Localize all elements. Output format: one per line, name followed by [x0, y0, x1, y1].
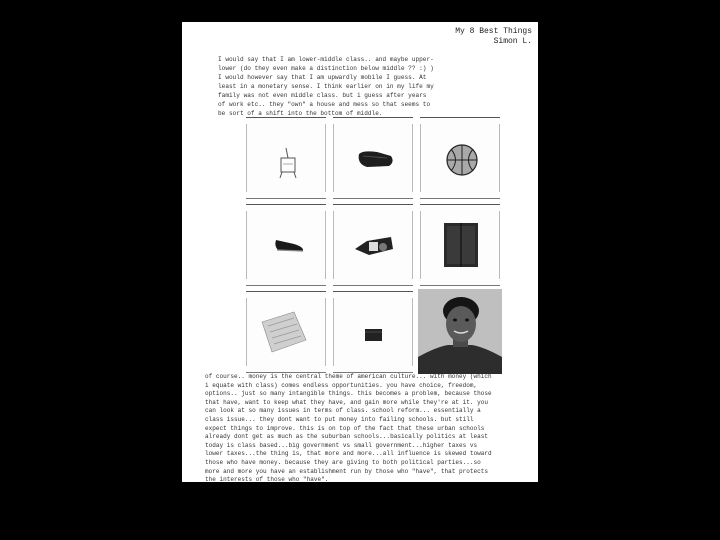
- essay-line: already dont get as much as the suburban schools...basically politics at least: [205, 433, 489, 441]
- camera-icon: [333, 205, 413, 285]
- essay-line: class issue... they dont want to put money into failing schools. but still: [205, 415, 474, 423]
- intro-line: I would say that I am lower-middle class.. and maybe upper-: [218, 56, 434, 63]
- portrait-photo: [418, 289, 502, 374]
- intro-paragraph: [218, 55, 478, 118]
- intro-line: of work etc.. they "own" a house and mess so that seems to: [218, 101, 431, 108]
- intro-line: lower (do they even make a distinction below middle ?? :) ): [218, 65, 434, 72]
- essay-line: i equate with class) comes endless opportunities. you have choice, freedom,: [205, 381, 478, 389]
- shoe-icon: [246, 205, 326, 285]
- essay-line: that have, want to keep what they have, and gain more while they're at it. you: [205, 398, 489, 406]
- document-page: [182, 22, 538, 482]
- essay-line: can look at so many issues in terms of class. school reform... essentially a: [205, 407, 481, 415]
- intro-line: I would however say that I am upwardly mobile I guess. At: [218, 74, 427, 81]
- lamp-icon: [246, 118, 326, 198]
- bag-icon: [333, 118, 413, 198]
- basketball-icon: [420, 118, 500, 198]
- newspaper-icon: [246, 292, 326, 372]
- intro-line: least in a monetary sense. I think earlier on in my life my: [218, 83, 434, 90]
- intro-line: be sort of a shift into the bottom of middle.: [218, 110, 383, 117]
- essay-line: lower taxes...the thing is, that more and more...all influence is skewed toward: [205, 450, 492, 458]
- desk-lamp-photo: [246, 117, 326, 199]
- document-header: [455, 27, 532, 47]
- camera-photo: [333, 204, 413, 286]
- essay-line: options.. just so many intangible things. this becomes a problem, because those: [205, 390, 492, 398]
- essay-line: more and more you have an establishment run by those who "have", that protects: [205, 467, 489, 475]
- wallet-photo: [420, 204, 500, 286]
- document-title: My 8 Best Things: [455, 27, 532, 36]
- card-case-photo: [333, 291, 413, 373]
- portrait-icon: [418, 289, 502, 374]
- photo-grid: [246, 117, 504, 373]
- card-case-icon: [333, 292, 413, 372]
- intro-line: family was not even middle class. but i guess after years: [218, 92, 427, 99]
- shoe-photo: [246, 204, 326, 286]
- essay-body: [205, 373, 535, 482]
- wallet-icon: [420, 205, 500, 285]
- essay-line: the interests of those who "have".: [205, 476, 329, 482]
- basketball-photo: [420, 117, 500, 199]
- essay-line: expect things to improve. this is on top of the fact that these urban schools: [205, 424, 485, 432]
- bag-photo: [333, 117, 413, 199]
- essay-line: today is class based...big government vs small government...higher taxes vs: [205, 441, 478, 449]
- essay-line: of course.. money is the central theme of american culture... with money (which: [205, 373, 492, 380]
- document-author: Simon L.: [493, 37, 532, 46]
- newspaper-photo: [246, 291, 326, 373]
- essay-line: those who have money. because they are giving to both political parties...so: [205, 458, 481, 466]
